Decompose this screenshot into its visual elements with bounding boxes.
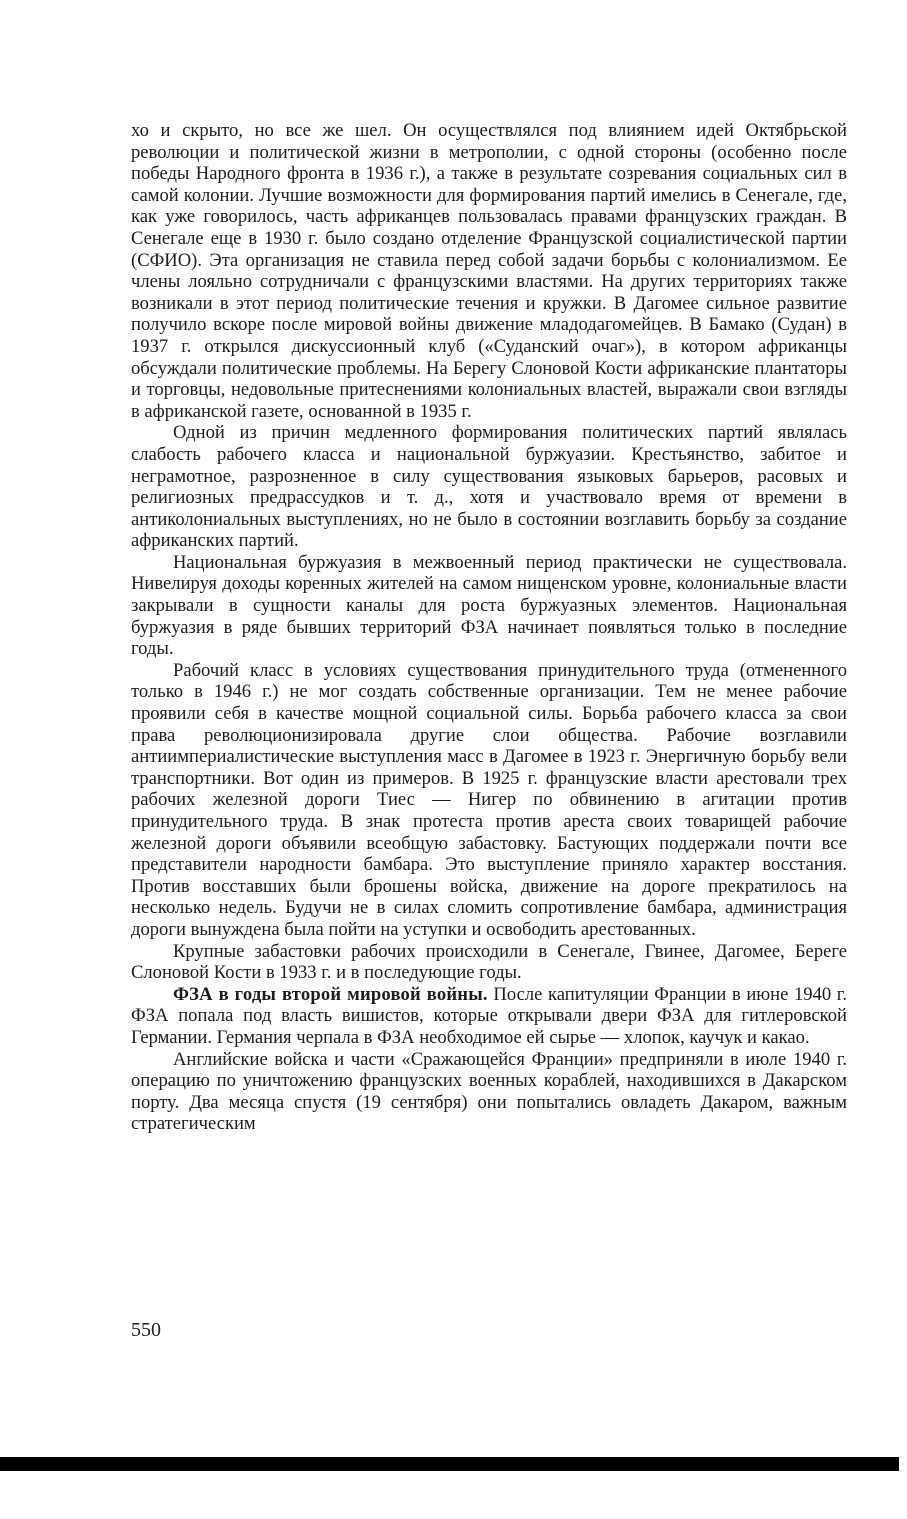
paragraph-7-text: Английские войска и части «Сражающейся Франции» предприняли в июле 1940 г. операцию по уничтожению французских военных кораблей, находившихся в Дакарском порту. Два месяца спустя (19 сентября) они попытались овладеть Дакаром, важным стратегическим (131, 1048, 847, 1135)
paragraph-2-text: Одной из причин медленного формирования политических партий являлась слабость рабочего класса и национальной буржуазии. Крестьянство, забитое и неграмотное, разрозненное в силу существования языковых барьеров, расовых и религиозных предрассудков и т. д., хотя и участвовало время от времени в антиколониальных выступлениях, но не было в состоянии возглавить борьбу за создание африканских партий. (131, 422, 847, 552)
paragraph-6-text: После капитуляции Франции в июне 1940 г. ФЗА попала под власть вишистов, которые открывали двери ФЗА для гитлеровской Германии. Германия черпала в ФЗА необходимое ей сырье — хлопок, каучук и какао. (131, 983, 847, 1048)
paragraph-6 (131, 984, 847, 1049)
paragraph-4 (131, 660, 847, 941)
paragraph-2 (131, 422, 847, 552)
section-heading: ФЗА в годы второй мировой войны. (173, 983, 488, 1005)
paragraph-1-text: хо и скрыто, но все же шел. Он осуществлялся под влиянием идей Октябрьской революции и политической жизни в метрополии, с одной стороны (особенно после победы Народного фронта в 1936 г.), а также в результате созревания социальных сил в самой колонии. Лучшие возможности для формирования партий имелись в Сенегале, где, как уже говорилось, часть африканцев пользовалась правами французских граждан. В Сенегале еще в 1930 г. было создано отделение Французской социалистической партии (СФИО). Эта организация не ставила перед собой задачи борьбы с колониализмом. Ее члены лояльно сотрудничали с французскими властями. На других территориях также возникали в этот период политические течения и кружки. В Дагомее сильное развитие получило вскоре после мировой войны движение младодагомейцев. В Бамако (Судан) в 1937 г. открылся дискуссионный клуб («Суданский очаг»), в котором африканцы обсуждали политические проблемы. На Берегу Слоновой Кости африканские плантаторы и торговцы, недовольные притеснениями колониальных властей, выражали свои взгляды в африканской газете, основанной в 1935 г. (131, 120, 847, 422)
paragraph-5-text: Крупные забастовки рабочих происходили в Сенегале, Гвинее, Дагомее, Береге Слоновой Кости в 1933 г. и в последующие годы. (131, 940, 847, 984)
paragraph-4-text: Рабочий класс в условиях существования принудительного труда (отмененного только в 1946 г.) не мог создать собственные организации. Тем не менее рабочие проявили себя в качестве мощной социальной силы. Борьба рабочего класса за свои права революционизировала другие слои общества. Рабочие возглавили антиимпериалистические выступления масс в Дагомее в 1923 г. Энергичную борьбу вели транспортники. Вот один из примеров. В 1925 г. французские власти арестовали трех рабочих железной дороги Тиес — Нигер по обвинению в агитации против принудительного труда. В знак протеста против ареста своих товарищей рабочие железной дороги объявили всеобщую забастовку. Бастующих поддержали почти все представители народности бамбара. Это выступление приняло характер восстания. Против восставших были брошены войска, движение на дороге прекратилось на несколько недель. Будучи не в силах сломить сопротивление бамбара, администрация дороги вынуждена была пойти на уступки и освободить арестованных. (131, 659, 847, 940)
paragraph-3-text: Национальная буржуазия в межвоенный период практически не существовала. Нивелируя доходы коренных жителей на самом нищенском уровне, колониальные власти закрывали в сущности каналы для роста буржуазных элементов. Национальная буржуазия в ряде бывших территорий ФЗА начинает появляться только в последние годы. (131, 551, 847, 660)
paragraph-5 (131, 941, 847, 984)
paragraph-7 (131, 1049, 847, 1135)
paragraph-1 (131, 120, 847, 422)
page-body (131, 120, 847, 1135)
scan-edge-bar (0, 1457, 899, 1471)
paragraph-3 (131, 552, 847, 660)
page-number: 550 (131, 1319, 161, 1341)
